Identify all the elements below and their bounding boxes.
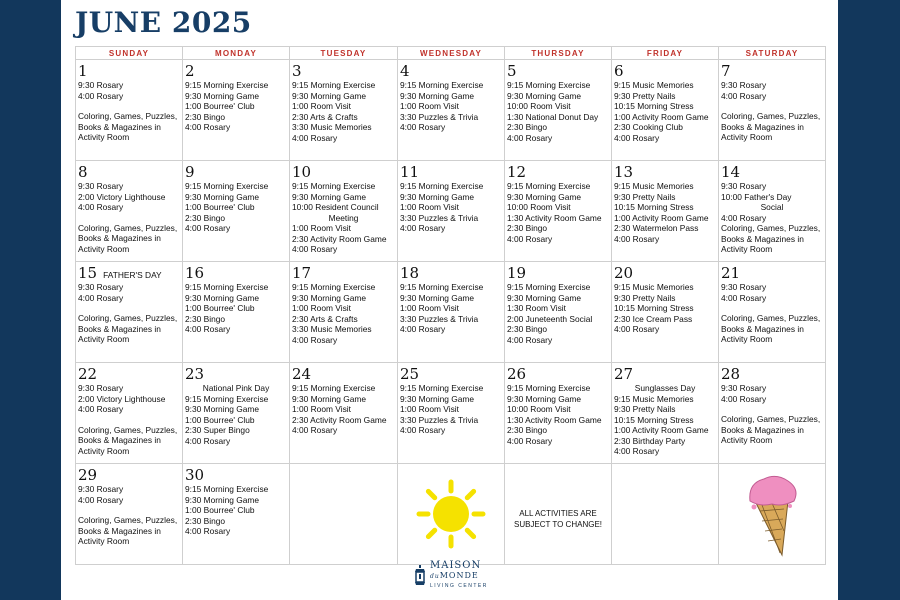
day-cell — [183, 262, 290, 363]
day-number: 24 — [292, 365, 312, 383]
activity-line: Coloring, Games, Puzzles, Books & Magazines in Activity Room — [721, 223, 821, 254]
day-header — [614, 365, 716, 383]
special-day-label: Sunglasses Day — [634, 383, 696, 393]
ice-cream-cone-icon — [742, 471, 802, 557]
activity-line: 4:00 Rosary — [185, 324, 231, 334]
day-header — [185, 365, 287, 383]
day-number: 2 — [185, 62, 195, 80]
day-header — [614, 163, 716, 181]
activity-line: 4:00 Rosary — [721, 90, 767, 101]
activity-line: 4:00 Rosary — [292, 334, 338, 345]
day-header — [507, 365, 609, 383]
activity-line: 9:30 Morning Game — [400, 191, 475, 202]
notice-cell — [505, 464, 612, 565]
activity-line: 9:30 Morning Game — [292, 191, 367, 202]
activity-line: 4:00 Rosary — [507, 132, 553, 143]
week-row — [76, 60, 826, 161]
day-number: 12 — [507, 163, 527, 181]
activity-line: 4:00 Rosary — [185, 122, 231, 132]
day-number: 8 — [78, 163, 88, 181]
page-title: JUNE 2025 — [75, 6, 252, 39]
day-header — [78, 264, 180, 282]
ice-cream-cell — [719, 464, 826, 565]
activity-line: 2:30 Bingo — [185, 212, 226, 223]
week-row — [76, 464, 826, 565]
day-header — [78, 365, 180, 383]
activity-line: 1:00 Room Visit — [400, 303, 459, 313]
activity-line: 1:00 Room Visit — [292, 404, 351, 414]
activity-line: 2:30 Ice Cream Pass — [614, 313, 693, 324]
activity-line: Meeting — [328, 212, 359, 223]
activity-line: 9:15 Music Memories — [614, 80, 694, 90]
activity-line: 9:15 Morning Exercise — [507, 80, 591, 90]
day-header — [292, 62, 395, 80]
activity-line: 1:00 Room Visit — [400, 101, 459, 111]
day-number: 25 — [400, 365, 420, 383]
day-number: 27 — [614, 365, 634, 383]
day-cell — [76, 363, 183, 464]
activity-line: Coloring, Games, Puzzles, Books & Magazines in Activity Room — [721, 111, 821, 142]
day-cell — [719, 262, 826, 363]
lantern-icon — [414, 565, 426, 587]
day-number: 20 — [614, 264, 634, 282]
day-header — [721, 163, 823, 181]
activity-line: 10:00 Room Visit — [507, 101, 571, 111]
day-number: 16 — [185, 264, 205, 282]
weekday-monday: MONDAY — [183, 47, 290, 60]
weekday-header-row — [76, 47, 826, 60]
empty-cell — [612, 464, 719, 565]
activity-line: 4:00 Rosary — [400, 425, 446, 435]
activity-line: 10:00 Resident Council — [292, 202, 379, 212]
day-cell — [76, 60, 183, 161]
activity-line: 10:00 Room Visit — [507, 404, 571, 414]
day-header — [721, 365, 823, 383]
activity-line: 10:15 Morning Stress — [614, 414, 694, 425]
day-cell — [612, 161, 719, 262]
activity-line: 2:30 Cooking Club — [614, 122, 683, 132]
week-row — [76, 363, 826, 464]
activity-line: 9:30 Rosary — [721, 383, 767, 393]
day-number: 10 — [292, 163, 312, 181]
activity-line: 9:15 Morning Exercise — [400, 383, 484, 393]
logo-main2: MONDE — [439, 571, 479, 580]
day-header — [400, 62, 502, 80]
day-header — [185, 466, 287, 484]
day-cell — [183, 464, 290, 565]
weekday-friday: FRIDAY — [612, 47, 719, 60]
activity-line: 1:00 Bourree' Club — [185, 414, 255, 425]
activity-line: 9:15 Morning Exercise — [292, 383, 376, 393]
activity-line: Coloring, Games, Puzzles, Books & Magazines in Activity Room — [721, 313, 821, 344]
activity-line: 9:30 Rosary — [721, 181, 767, 191]
activity-line: 9:30 Morning Game — [507, 292, 582, 303]
day-header — [292, 365, 395, 383]
activity-line: 9:30 Morning Game — [400, 90, 475, 101]
activity-line: 10:00 Father's Day — [721, 191, 792, 202]
day-cell — [505, 363, 612, 464]
activity-line: 9:30 Morning Game — [185, 494, 260, 505]
activity-line: 4:00 Rosary — [507, 233, 553, 244]
activity-line: 4:00 Rosary — [78, 90, 124, 101]
activity-line: 4:00 Rosary — [721, 212, 767, 223]
activity-line: 3:30 Puzzles & Trivia — [400, 212, 479, 223]
day-cell — [719, 363, 826, 464]
day-header — [614, 264, 716, 282]
day-header — [507, 264, 609, 282]
weekday-tuesday: TUESDAY — [290, 47, 398, 60]
activity-line: 9:30 Morning Game — [292, 292, 367, 303]
activity-line: 1:00 Activity Room Game — [614, 425, 709, 435]
day-number: 15 — [78, 264, 98, 282]
activity-line: 4:00 Rosary — [614, 446, 660, 456]
day-number: 21 — [721, 264, 741, 282]
day-number: 7 — [721, 62, 731, 80]
day-cell — [183, 363, 290, 464]
day-cell — [398, 262, 505, 363]
day-header — [721, 62, 823, 80]
activity-line: 9:30 Pretty Nails — [614, 404, 676, 414]
activity-line: 9:30 Rosary — [78, 484, 124, 494]
activity-line: 4:00 Rosary — [400, 122, 446, 132]
activity-line: 1:30 National Donut Day — [507, 111, 599, 122]
sun-cell — [398, 464, 505, 565]
activity-line: 10:15 Morning Stress — [614, 303, 694, 313]
day-header — [507, 163, 609, 181]
activity-line: 9:15 Morning Exercise — [507, 282, 591, 292]
activity-line: 9:15 Morning Exercise — [292, 80, 376, 90]
day-number: 13 — [614, 163, 634, 181]
day-number: 14 — [721, 163, 741, 181]
activity-line: 9:30 Morning Game — [185, 90, 260, 101]
activity-line: 2:30 Bingo — [507, 324, 548, 334]
activity-line: 2:30 Super Bingo — [185, 425, 250, 435]
day-number: 11 — [400, 163, 420, 181]
activity-line: 1:00 Room Visit — [292, 223, 351, 233]
day-header — [185, 264, 287, 282]
activity-line: 10:15 Morning Stress — [614, 202, 694, 212]
day-header — [400, 365, 502, 383]
day-cell — [76, 262, 183, 363]
activities-notice: ALL ACTIVITIES ARE SUBJECT TO CHANGE! — [513, 509, 603, 529]
activity-line: 10:15 Morning Stress — [614, 101, 694, 111]
activity-line: 2:30 Bingo — [507, 122, 548, 132]
activity-line: 9:30 Pretty Nails — [614, 90, 676, 101]
activity-line: 9:15 Music Memories — [614, 181, 694, 191]
activity-line: 4:00 Rosary — [185, 526, 231, 536]
activity-line: 9:30 Morning Game — [292, 90, 367, 101]
activity-line: 2:30 Watermelon Pass — [614, 223, 699, 233]
activity-line: 9:15 Morning Exercise — [400, 80, 484, 90]
activity-line: 9:30 Rosary — [78, 181, 124, 191]
ice-cream-art — [721, 466, 823, 562]
activity-line: 3:30 Puzzles & Trivia — [400, 111, 479, 122]
activity-line: 4:00 Rosary — [614, 132, 660, 143]
activity-line: 9:15 Morning Exercise — [292, 282, 376, 292]
special-day-label: National Pink Day — [202, 383, 270, 393]
activity-line: 1:00 Room Visit — [292, 101, 351, 111]
activity-line: 9:15 Morning Exercise — [185, 80, 269, 90]
day-number: 28 — [721, 365, 741, 383]
activity-line: 3:30 Music Memories — [292, 122, 372, 132]
day-header — [292, 163, 395, 181]
activity-line: 9:15 Morning Exercise — [185, 282, 269, 292]
weekday-thursday: THURSDAY — [505, 47, 612, 60]
day-cell — [398, 161, 505, 262]
day-number: 1 — [78, 62, 88, 80]
day-cell — [612, 363, 719, 464]
activity-line: Coloring, Games, Puzzles, Books & Magazines in Activity Room — [78, 424, 178, 456]
activity-line: 4:00 Rosary — [400, 324, 446, 334]
sun-icon — [409, 479, 493, 549]
day-number: 9 — [185, 163, 195, 181]
activity-line: 2:00 Victory Lighthouse — [78, 393, 166, 404]
activity-line: 10:00 Room Visit — [507, 202, 571, 212]
day-cell — [505, 262, 612, 363]
activity-line: 9:30 Morning Game — [507, 393, 582, 404]
day-title: FATHER'S DAY — [103, 270, 162, 280]
activity-line: 9:30 Rosary — [78, 383, 124, 393]
day-cell — [398, 363, 505, 464]
day-cell — [505, 60, 612, 161]
week-row — [76, 262, 826, 363]
weekday-wednesday: WEDNESDAY — [398, 47, 505, 60]
day-header — [400, 264, 502, 282]
activity-line: 9:30 Rosary — [78, 282, 124, 292]
activity-line: 1:00 Bourree' Club — [185, 101, 255, 111]
sun-art — [400, 466, 502, 562]
day-header — [78, 62, 180, 80]
activity-line: 9:30 Morning Game — [400, 292, 475, 303]
activity-line: 1:00 Bourree' Club — [185, 202, 255, 212]
day-cell — [290, 363, 398, 464]
activity-line: 3:30 Puzzles & Trivia — [400, 313, 479, 324]
day-cell — [719, 161, 826, 262]
activity-line: Social — [760, 202, 784, 212]
activity-line: 9:30 Morning Game — [292, 393, 367, 404]
day-number: 17 — [292, 264, 312, 282]
week-row — [76, 161, 826, 262]
day-number: 29 — [78, 466, 98, 484]
day-number: 23 — [185, 365, 205, 383]
activity-line: 9:15 Morning Exercise — [292, 181, 376, 191]
weekday-sunday: SUNDAY — [76, 47, 183, 60]
day-header — [400, 163, 502, 181]
activity-line: 2:30 Bingo — [185, 515, 226, 526]
day-header — [185, 62, 287, 80]
logo-sub: LIVING CENTER — [430, 583, 488, 589]
activity-line: 9:15 Morning Exercise — [185, 393, 269, 404]
activity-line: 1:30 Activity Room Game — [507, 414, 602, 425]
activity-line: 4:00 Rosary — [721, 393, 767, 404]
day-cell — [719, 60, 826, 161]
day-cell — [505, 161, 612, 262]
day-header — [614, 62, 716, 80]
day-cell — [290, 262, 398, 363]
calendar-page — [61, 0, 838, 600]
day-cell — [290, 60, 398, 161]
activity-line: 9:15 Morning Exercise — [185, 484, 269, 494]
activity-line: 2:30 Activity Room Game — [292, 414, 387, 425]
day-cell — [398, 60, 505, 161]
day-header — [78, 466, 180, 484]
activity-line: 1:30 Activity Room Game — [507, 212, 602, 223]
day-number: 18 — [400, 264, 420, 282]
activity-line: 2:30 Bingo — [185, 313, 226, 324]
activity-line: 2:30 Birthday Party — [614, 435, 686, 446]
activity-line: 9:30 Pretty Nails — [614, 292, 676, 303]
calendar-grid — [75, 46, 826, 565]
activity-line: 3:30 Puzzles & Trivia — [400, 414, 479, 425]
activity-line: 1:00 Activity Room Game — [614, 212, 709, 223]
activity-line: 1:00 Bourree' Club — [185, 505, 255, 515]
activity-line: 4:00 Rosary — [78, 292, 124, 303]
activity-line: 1:00 Bourree' Club — [185, 303, 255, 313]
activity-line: 2:30 Bingo — [185, 111, 226, 122]
weekday-saturday: SATURDAY — [719, 47, 826, 60]
activity-line: 9:30 Rosary — [721, 282, 767, 292]
maison-du-monde-logo — [414, 561, 488, 590]
activity-line: 4:00 Rosary — [614, 324, 660, 334]
activity-line: 1:00 Room Visit — [400, 202, 459, 212]
activity-line: 4:00 Rosary — [78, 404, 124, 414]
activity-line: 2:30 Bingo — [507, 223, 548, 233]
activity-line: 4:00 Rosary — [614, 233, 660, 244]
activity-line: 4:00 Rosary — [721, 292, 767, 303]
activity-line: 9:15 Morning Exercise — [185, 181, 269, 191]
activity-line: 9:30 Morning Game — [507, 90, 582, 101]
activity-line: 1:00 Activity Room Game — [614, 111, 709, 122]
activity-line: 3:30 Music Memories — [292, 324, 372, 334]
activity-line: 2:30 Bingo — [507, 425, 548, 435]
activity-line: 4:00 Rosary — [185, 435, 231, 446]
activity-line: 9:30 Rosary — [78, 80, 124, 90]
activity-line: 9:15 Morning Exercise — [400, 181, 484, 191]
day-header — [185, 163, 287, 181]
activity-line: Coloring, Games, Puzzles, Books & Magazines in Activity Room — [78, 222, 178, 254]
activity-line: 9:30 Pretty Nails — [614, 191, 676, 202]
day-cell — [183, 161, 290, 262]
activity-line: 2:30 Activity Room Game — [292, 233, 387, 244]
day-number: 3 — [292, 62, 302, 80]
activity-line: 4:00 Rosary — [185, 223, 231, 233]
day-cell — [290, 161, 398, 262]
activity-line: 1:00 Room Visit — [292, 303, 351, 313]
activity-line: 2:30 Arts & Crafts — [292, 313, 358, 324]
activity-line: 9:30 Morning Game — [185, 404, 260, 414]
activity-line: 4:00 Rosary — [292, 244, 338, 254]
day-header — [292, 264, 395, 282]
activity-line: 4:00 Rosary — [78, 202, 124, 212]
day-number: 5 — [507, 62, 517, 80]
activity-line: 2:00 Juneteenth Social — [507, 313, 593, 324]
activity-line: 9:15 Morning Exercise — [507, 181, 591, 191]
activity-line: 9:30 Rosary — [721, 80, 767, 90]
activity-line: Coloring, Games, Puzzles, Books & Magazines in Activity Room — [78, 313, 178, 344]
activity-line: Coloring, Games, Puzzles, Books & Magazines in Activity Room — [78, 111, 178, 142]
activity-line: 4:00 Rosary — [292, 132, 338, 143]
activity-line: 4:00 Rosary — [78, 494, 124, 505]
activity-line: 9:15 Music Memories — [614, 282, 694, 292]
day-header — [78, 163, 180, 181]
day-number: 6 — [614, 62, 624, 80]
activity-line: 1:00 Room Visit — [400, 404, 459, 414]
activity-line: 4:00 Rosary — [507, 435, 553, 446]
activity-line: 9:15 Music Memories — [614, 393, 694, 404]
day-cell — [76, 464, 183, 565]
activity-line: Coloring, Games, Puzzles, Books & Magazines in Activity Room — [721, 414, 821, 445]
logo-mid: du — [430, 573, 440, 580]
activity-line: 4:00 Rosary — [400, 223, 446, 233]
logo-main: MAISON — [430, 560, 482, 571]
day-cell — [612, 60, 719, 161]
empty-cell — [290, 464, 398, 565]
activity-line: 4:00 Rosary — [292, 425, 338, 435]
activity-line: 4:00 Rosary — [507, 334, 553, 345]
activity-line: 9:15 Morning Exercise — [507, 383, 591, 393]
day-number: 22 — [78, 365, 98, 383]
day-number: 19 — [507, 264, 527, 282]
activity-line: Coloring, Games, Puzzles, Books & Magazines in Activity Room — [78, 515, 178, 546]
activity-line: 9:30 Morning Game — [185, 191, 260, 202]
activity-line: 2:30 Arts & Crafts — [292, 111, 358, 122]
activity-line: 9:30 Morning Game — [185, 292, 260, 303]
activity-line: 9:30 Morning Game — [400, 393, 475, 404]
day-cell — [76, 161, 183, 262]
day-number: 26 — [507, 365, 527, 383]
day-number: 4 — [400, 62, 410, 80]
day-header — [721, 264, 823, 282]
day-header — [507, 62, 609, 80]
activity-line: 9:30 Morning Game — [507, 191, 582, 202]
day-cell — [183, 60, 290, 161]
activity-line: 2:00 Victory Lighthouse — [78, 191, 166, 202]
day-cell — [612, 262, 719, 363]
day-number: 30 — [185, 466, 205, 484]
activity-line: 1:30 Room Visit — [507, 303, 566, 313]
activity-line: 9:15 Morning Exercise — [400, 282, 484, 292]
